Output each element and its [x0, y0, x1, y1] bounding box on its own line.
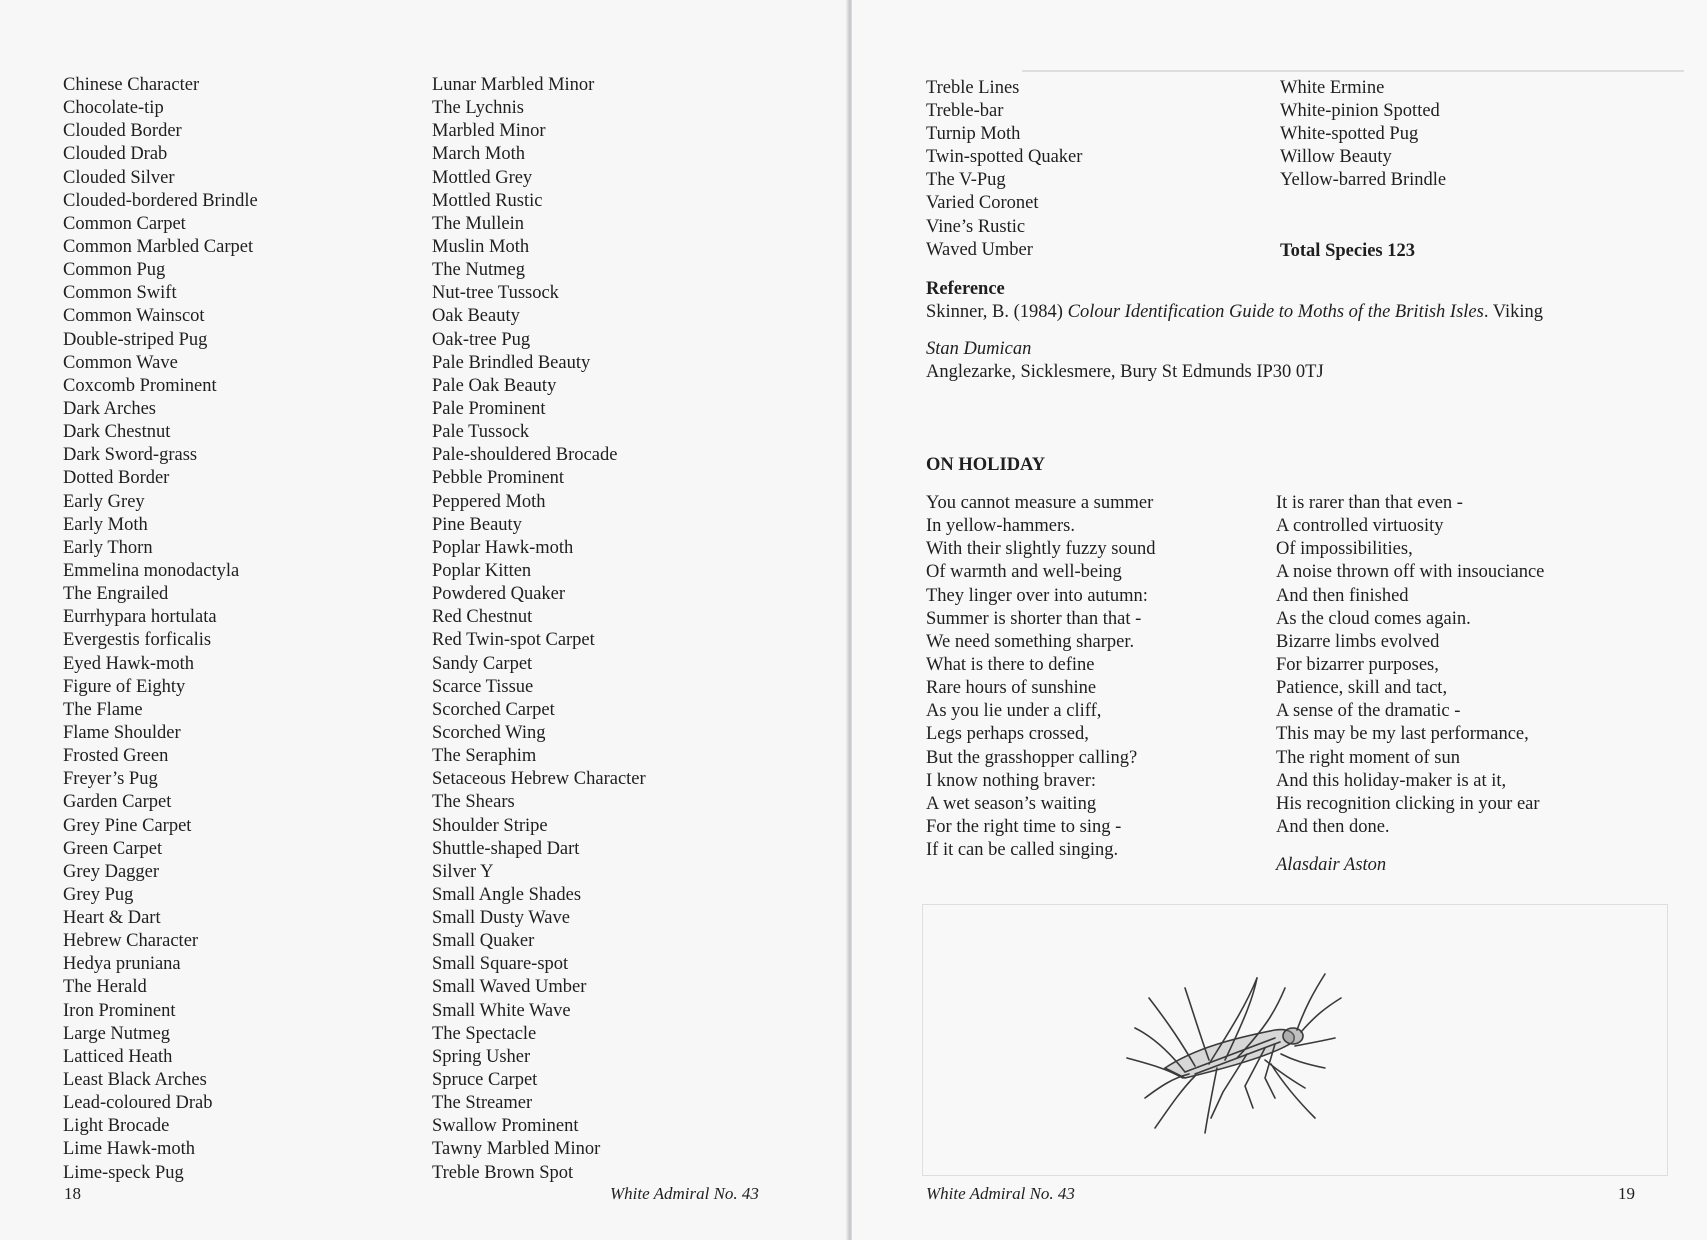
list-item: The V-Pug: [926, 170, 1006, 191]
list-item: Heart & Dart: [63, 908, 161, 929]
list-item: Early Grey: [63, 491, 145, 512]
list-item: Clouded Border: [63, 121, 182, 142]
list-item: Double-striped Pug: [63, 329, 208, 350]
list-item: Common Wainscot: [63, 306, 205, 327]
list-item: Lime Hawk-moth: [63, 1139, 196, 1160]
list-item: Mottled Grey: [432, 167, 533, 188]
list-item: Willow Beauty: [1280, 147, 1392, 168]
journal-footer-left: White Admiral No. 43: [610, 1184, 759, 1203]
list-item: But the grasshopper calling?: [926, 747, 1138, 768]
reference-entry: [926, 301, 1543, 324]
list-item: Lime-speck Pug: [63, 1162, 184, 1183]
list-item: March Moth: [432, 144, 525, 165]
list-item: Small Quaker: [432, 931, 535, 952]
list-item: Twin-spotted Quaker: [926, 147, 1083, 168]
list-item: For bizarrer purposes,: [1276, 654, 1439, 675]
list-item: Small Dusty Wave: [432, 908, 570, 929]
list-item: White-spotted Pug: [1280, 124, 1419, 145]
list-item: Poplar Kitten: [432, 560, 532, 581]
list-item: Peppered Moth: [432, 491, 546, 512]
list-item: Chinese Character: [63, 75, 200, 95]
list-item: Scorched Wing: [432, 722, 546, 743]
list-item: Flame Shoulder: [63, 722, 181, 743]
list-item: If it can be called singing.: [926, 840, 1119, 861]
list-item: As you lie under a cliff,: [926, 701, 1102, 722]
list-item: Eyed Hawk-moth: [63, 653, 195, 674]
list-item: Bizarre limbs evolved: [1276, 631, 1440, 652]
list-item: Poplar Hawk-moth: [432, 537, 574, 558]
list-item: White-pinion Spotted: [1280, 101, 1440, 122]
list-item: Treble Lines: [926, 78, 1020, 98]
list-item: Spruce Carpet: [432, 1070, 538, 1091]
list-item: Light Brocade: [63, 1116, 170, 1137]
list-item: Spring Usher: [432, 1046, 531, 1067]
list-item: Pebble Prominent: [432, 468, 565, 489]
list-item: They linger over into autumn:: [926, 585, 1148, 606]
list-item: Red Chestnut: [432, 607, 533, 628]
list-item: Turnip Moth: [926, 124, 1021, 145]
list-item: Pale Prominent: [432, 398, 546, 419]
list-item: Mottled Rustic: [432, 190, 543, 211]
grasshopper-drawing-icon: [1125, 968, 1345, 1138]
list-item: Clouded-bordered Brindle: [63, 190, 258, 211]
list-item: The Herald: [63, 977, 147, 998]
page-number-right: 19: [1618, 1184, 1635, 1203]
list-item: Clouded Drab: [63, 144, 168, 165]
list-item: Green Carpet: [63, 838, 163, 859]
list-item: Dark Chestnut: [63, 422, 171, 443]
list-item: A wet season’s waiting: [926, 793, 1097, 814]
list-item: The Seraphim: [432, 746, 537, 767]
list-item: Early Thorn: [63, 537, 153, 558]
list-item: Scorched Carpet: [432, 699, 555, 720]
list-item: Common Carpet: [63, 213, 186, 234]
list-item: Of warmth and well-being: [926, 562, 1122, 583]
list-item: Small Angle Shades: [432, 884, 582, 905]
list-item: Treble-bar: [926, 101, 1004, 122]
poet-name: Alasdair Aston: [1276, 855, 1387, 875]
list-item: Small Waved Umber: [432, 977, 587, 998]
list-item: Clouded Silver: [63, 167, 175, 188]
list-item: Yellow-barred Brindle: [1280, 170, 1447, 191]
list-item: Common Wave: [63, 352, 178, 373]
list-item: Pale Oak Beauty: [432, 375, 557, 396]
list-item: And then done.: [1276, 816, 1390, 837]
list-item: Nut-tree Tussock: [432, 283, 559, 304]
list-item: Dark Arches: [63, 398, 156, 419]
list-item: Grey Dagger: [63, 861, 160, 882]
species-list-column-1: [63, 74, 258, 1185]
list-item: Common Pug: [63, 260, 166, 281]
list-item: Setaceous Hebrew Character: [432, 769, 646, 790]
list-item: Varied Coronet: [926, 193, 1039, 214]
list-item: A noise thrown off with insouciance: [1276, 562, 1545, 583]
list-item: Red Twin-spot Carpet: [432, 630, 595, 651]
list-item: Pale Brindled Beauty: [432, 352, 591, 373]
list-item: Shoulder Stripe: [432, 815, 548, 836]
list-item: Rare hours of sunshine: [926, 678, 1097, 699]
list-item: Evergestis forficalis: [63, 630, 212, 651]
list-item: You cannot measure a summer: [926, 493, 1154, 513]
list-item: Small Square-spot: [432, 954, 569, 975]
list-item: The Streamer: [432, 1093, 533, 1114]
list-item: The Spectacle: [432, 1023, 537, 1044]
list-item: Dotted Border: [63, 468, 170, 489]
list-item: In yellow-hammers.: [926, 516, 1075, 537]
list-item: Pine Beauty: [432, 514, 522, 535]
list-item: Dark Sword-grass: [63, 445, 198, 466]
list-item: Pale-shouldered Brocade: [432, 445, 618, 466]
list-item: Frosted Green: [63, 746, 169, 767]
list-item: The Flame: [63, 699, 143, 720]
list-item: For the right time to sing -: [926, 816, 1122, 837]
list-item: What is there to define: [926, 654, 1095, 675]
list-item: Oak Beauty: [432, 306, 520, 327]
list-item: White Ermine: [1280, 78, 1385, 98]
list-item: Oak-tree Pug: [432, 329, 531, 350]
list-item: A sense of the dramatic -: [1276, 701, 1461, 722]
list-item: Tawny Marbled Minor: [432, 1139, 601, 1160]
list-item: His recognition clicking in your ear: [1276, 793, 1540, 814]
list-item: And this holiday-maker is at it,: [1276, 770, 1507, 791]
list-item: Lead-coloured Drab: [63, 1093, 213, 1114]
list-item: Grey Pug: [63, 884, 134, 905]
list-item: Emmelina monodactyla: [63, 560, 240, 581]
list-item: Patience, skill and tact,: [1276, 678, 1448, 699]
list-item: Marbled Minor: [432, 121, 546, 142]
list-item: Chocolate-tip: [63, 98, 164, 119]
list-item: Coxcomb Prominent: [63, 375, 217, 396]
article-author-address: Anglezarke, Sicklesmere, Bury St Edmunds IP30 0TJ: [926, 362, 1324, 382]
reference-title: Colour Identification Guide to Moths of the British Isles: [1067, 302, 1484, 322]
list-item: The right moment of sun: [1276, 747, 1460, 768]
list-item: Hedya pruniana: [63, 954, 181, 975]
list-item: Powdered Quaker: [432, 584, 566, 605]
list-item: Vine’s Rustic: [926, 216, 1026, 237]
list-item: Freyer’s Pug: [63, 769, 158, 790]
list-item: Legs perhaps crossed,: [926, 724, 1089, 745]
poem-title: ON HOLIDAY: [926, 455, 1046, 475]
list-item: Garden Carpet: [63, 792, 172, 813]
reference-author: Skinner, B. (1984): [926, 302, 1068, 322]
list-item: Summer is shorter than that -: [926, 608, 1142, 629]
species-list-column-2: [432, 74, 646, 1185]
list-item: A controlled virtuosity: [1276, 516, 1444, 537]
list-item: Sandy Carpet: [432, 653, 533, 674]
reference-heading: Reference: [926, 279, 1005, 299]
list-item: As the cloud comes again.: [1276, 608, 1471, 629]
list-item: Silver Y: [432, 861, 494, 882]
poem-column-2: [1276, 492, 1544, 839]
list-item: With their slightly fuzzy sound: [926, 539, 1156, 560]
list-item: It is rarer than that even -: [1276, 493, 1463, 513]
list-item: Shuttle-shaped Dart: [432, 838, 580, 859]
list-item: Figure of Eighty: [63, 676, 186, 697]
poem-column-1: [926, 492, 1155, 862]
list-item: Muslin Moth: [432, 236, 530, 257]
list-item: Pale Tussock: [432, 422, 530, 443]
list-item: The Lychnis: [432, 98, 524, 119]
list-item: Hebrew Character: [63, 931, 199, 952]
show-through-rule: [1022, 70, 1684, 72]
list-item: We need something sharper.: [926, 631, 1135, 652]
list-item: Common Swift: [63, 283, 177, 304]
list-item: Treble Brown Spot: [432, 1162, 574, 1183]
list-item: This may be my last performance,: [1276, 724, 1529, 745]
list-item: Lunar Marbled Minor: [432, 75, 595, 95]
list-item: The Shears: [432, 792, 515, 813]
list-item: Waved Umber: [926, 239, 1033, 260]
list-item: Scarce Tissue: [432, 676, 534, 697]
list-item: Eurrhypara hortulata: [63, 607, 217, 628]
list-item: The Mullein: [432, 213, 524, 234]
list-item: Swallow Prominent: [432, 1116, 579, 1137]
list-item: Early Moth: [63, 514, 148, 535]
page-number-left: 18: [64, 1184, 81, 1203]
total-species: Total Species 123: [1280, 241, 1415, 261]
journal-footer-right: White Admiral No. 43: [926, 1184, 1075, 1203]
list-item: Grey Pine Carpet: [63, 815, 192, 836]
species-list-continued-column-2: [1280, 77, 1446, 192]
list-item: The Engrailed: [63, 584, 169, 605]
list-item: Of impossibilities,: [1276, 539, 1413, 560]
list-item: Small White Wave: [432, 1000, 571, 1021]
article-author: Stan Dumican: [926, 339, 1032, 359]
list-item: The Nutmeg: [432, 260, 525, 281]
species-list-continued-column-1: [926, 77, 1082, 262]
list-item: Large Nutmeg: [63, 1023, 171, 1044]
list-item: Common Marbled Carpet: [63, 236, 254, 257]
list-item: I know nothing braver:: [926, 770, 1097, 791]
list-item: Latticed Heath: [63, 1046, 173, 1067]
list-item: And then finished: [1276, 585, 1409, 606]
left-page: [0, 0, 848, 1240]
list-item: Least Black Arches: [63, 1070, 207, 1091]
list-item: Iron Prominent: [63, 1000, 176, 1021]
reference-publisher: . Viking: [1483, 302, 1544, 322]
